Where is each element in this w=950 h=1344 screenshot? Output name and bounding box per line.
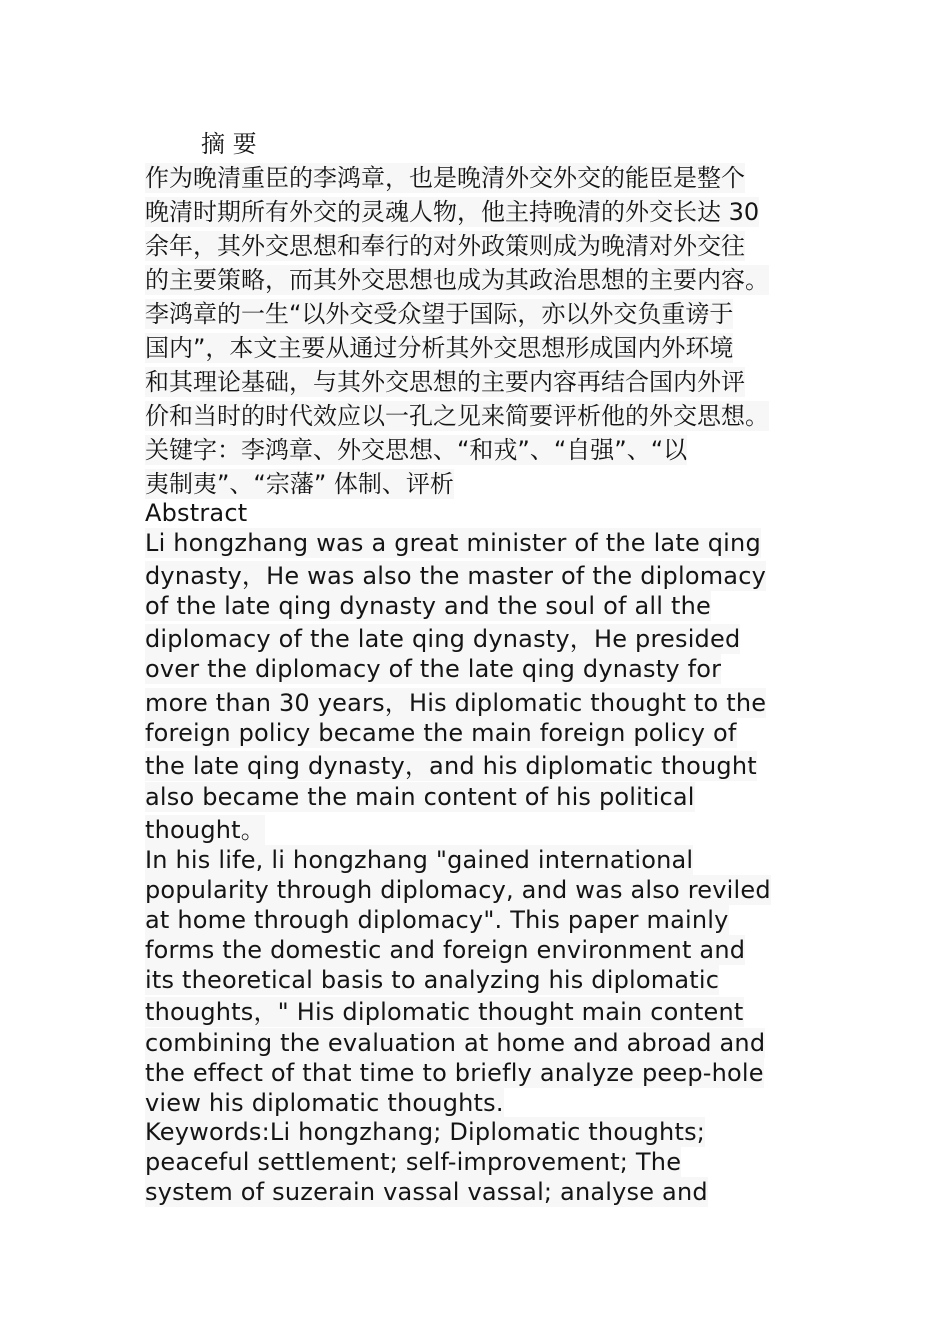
abstract-en-line: over the diplomacy of the late qing dynasty for (145, 655, 722, 683)
abstract-en-heading: Abstract (145, 499, 248, 527)
abstract-en-line: the effect of that time to briefly analyze peep-hole (145, 1059, 764, 1087)
abstract-zh-heading: 摘 要 (201, 130, 257, 158)
abstract-zh-line: 价和当时的时代效应以一孔之见来简要评析他的外交思想。 (145, 402, 769, 430)
abstract-zh-line: 李鸿章的一生“以外交受众望于国际，亦以外交负重谤于 (145, 300, 734, 328)
abstract-en-line: its theoretical basis to analyzing his diplomatic (145, 966, 720, 994)
abstract-en-line: foreign policy became the main foreign policy of (145, 719, 737, 747)
abstract-en-line: more than 30 years，His diplomatic thought to the (145, 689, 767, 717)
abstract-en-line: thought。 (145, 816, 265, 844)
abstract-en-line: diplomacy of the late qing dynasty，He presided (145, 625, 741, 653)
abstract-zh-line: 作为晚清重臣的李鸿章，也是晚清外交外交的能臣是整个 (145, 164, 745, 192)
abstract-en-line: combining the evaluation at home and abroad and (145, 1029, 766, 1057)
abstract-en-line: view his diplomatic thoughts. (145, 1089, 504, 1117)
abstract-en-line: at home through diplomacy". This paper mainly (145, 906, 729, 934)
abstract-zh-line: 晚清时期所有外交的灵魂人物，他主持晚清的外交长达 30 (145, 198, 760, 226)
abstract-en-line: forms the domestic and foreign environment and (145, 936, 746, 964)
abstract-en-line: of the late qing dynasty and the soul of all the (145, 592, 711, 620)
keywords-en-line: system of suzerain vassal vassal; analyse and (145, 1178, 708, 1206)
abstract-en-line: popularity through diplomacy, and was also reviled (145, 876, 771, 904)
abstract-zh-line: 和其理论基础，与其外交思想的主要内容再结合国内外评 (145, 368, 745, 396)
abstract-en-line: thoughts，" His diplomatic thought main content (145, 998, 744, 1026)
abstract-en-line: the late qing dynasty，and his diplomatic thought (145, 752, 757, 780)
keywords-zh-line: 夷制夷”、“宗藩” 体制、评析 (145, 470, 454, 498)
keywords-en-line: peaceful settlement; self-improvement; The (145, 1148, 682, 1176)
abstract-en-line: In his life, li hongzhang "gained international (145, 846, 694, 874)
abstract-zh-line: 国内”，本文主要从通过分析其外交思想形成国内外环境 (145, 334, 734, 362)
keywords-zh-line: 关键字：李鸿章、外交思想、“和戎”、“自强”、“以 (145, 436, 688, 464)
abstract-zh-line: 余年，其外交思想和奉行的对外政策则成为晚清对外交往 (145, 232, 745, 260)
abstract-en-line: dynasty，He was also the master of the diplomacy (145, 562, 767, 590)
abstract-zh-line: 的主要策略，而其外交思想也成为其政治思想的主要内容。 (145, 266, 769, 294)
keywords-en-line: Keywords:Li hongzhang; Diplomatic thoughts; (145, 1118, 706, 1146)
abstract-en-line: also became the main content of his political (145, 783, 695, 811)
abstract-en-line: Li hongzhang was a great minister of the late qing (145, 529, 761, 557)
